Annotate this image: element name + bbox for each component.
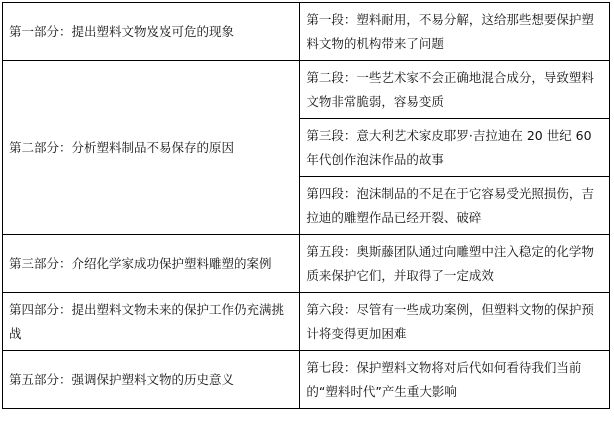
part-cell: 第四部分：提出塑料文物未来的保护工作仍充满挑战 — [3, 293, 300, 351]
paragraph-cell: 第五段：奥斯藤团队通过向雕塑中注入稳定的化学物质来保护它们，并取得了一定成效 — [300, 235, 610, 293]
paragraph-cell: 第一段：塑料耐用，不易分解，这给那些想要保护塑料文物的机构带来了问题 — [300, 3, 610, 61]
part-cell: 第五部分：强调保护塑料文物的历史意义 — [3, 351, 300, 409]
table-row — [3, 235, 610, 293]
table-row — [3, 3, 610, 61]
article-outline-table — [2, 2, 610, 409]
part-cell: 第三部分：介绍化学家成功保护塑料雕塑的案例 — [3, 235, 300, 293]
paragraph-cell: 第六段：尽管有一些成功案例，但塑料文物的保护预计将变得更加困难 — [300, 293, 610, 351]
table-row — [3, 351, 610, 409]
part-cell: 第一部分：提出塑料文物岌岌可危的现象 — [3, 3, 300, 61]
paragraph-cell: 第四段：泡沫制品的不足在于它容易受光照损伤，吉拉迪的雕塑作品已经开裂、破碎 — [300, 177, 610, 235]
table-row — [3, 293, 610, 351]
part-cell: 第二部分：分析塑料制品不易保存的原因 — [3, 61, 300, 235]
table-row — [3, 61, 610, 119]
paragraph-cell: 第七段：保护塑料文物将对后代如何看待我们当前的“塑料时代”产生重大影响 — [300, 351, 610, 409]
paragraph-cell: 第二段：一些艺术家不会正确地混合成分，导致塑料文物非常脆弱，容易变质 — [300, 61, 610, 119]
paragraph-cell: 第三段：意大利艺术家皮耶罗·吉拉迪在 20 世纪 60 年代创作泡沫作品的故事 — [300, 119, 610, 177]
